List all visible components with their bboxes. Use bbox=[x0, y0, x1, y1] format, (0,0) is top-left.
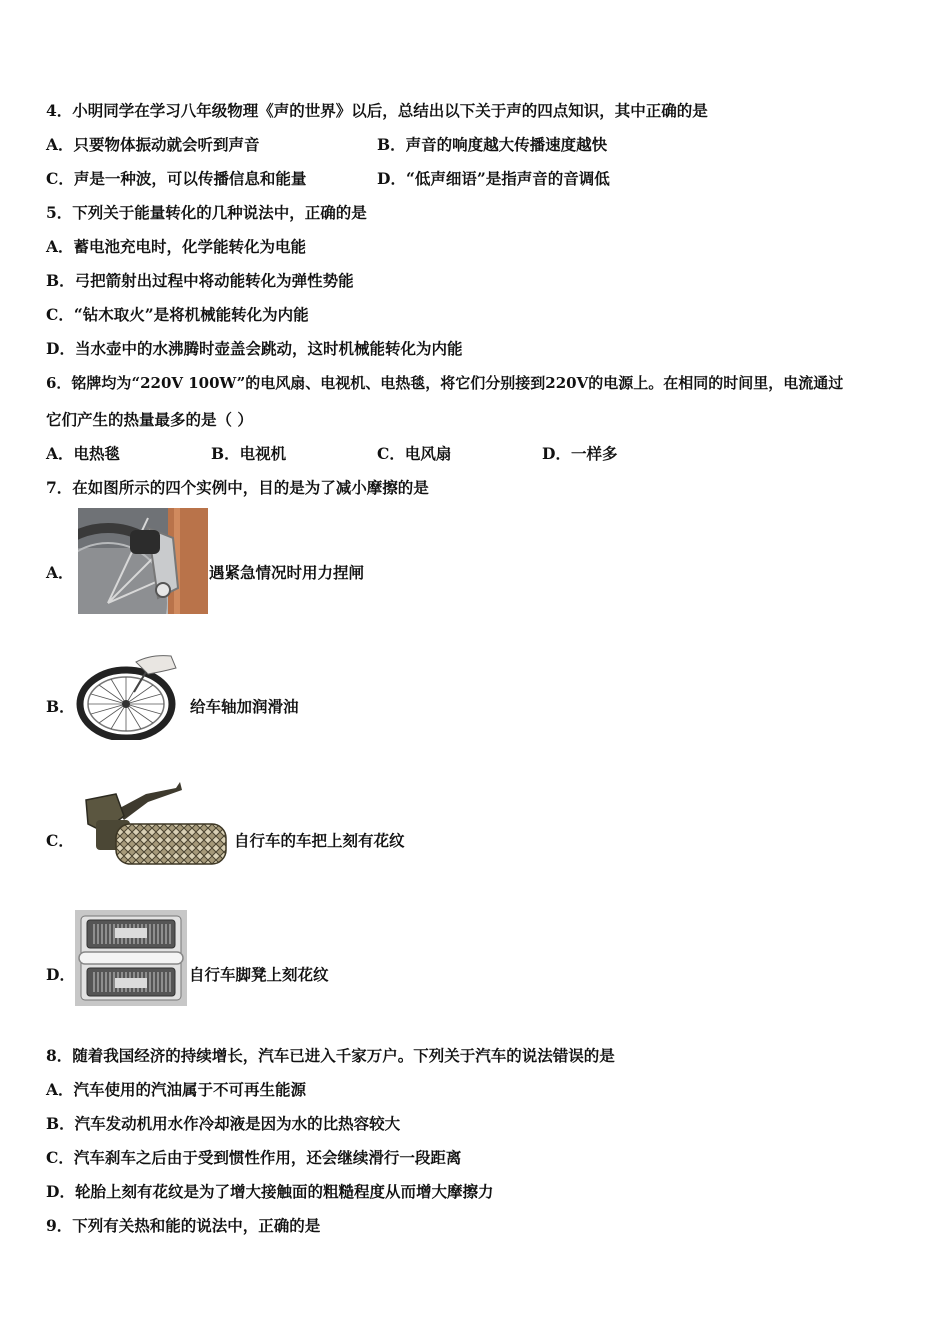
q7-option-b-letter: B． bbox=[46, 697, 75, 716]
q7-option-a bbox=[46, 508, 646, 618]
q7-option-d-letter: D． bbox=[46, 965, 75, 984]
q7-option-b-caption: 给车轴加润滑油 bbox=[190, 697, 299, 716]
q7-option-a-letter: A． bbox=[46, 563, 74, 582]
q4-option-a: A．只要物体振动就会听到声音 bbox=[46, 135, 260, 154]
q5-option-b: B．弓把箭射出过程中将动能转化为弹性势能 bbox=[46, 271, 354, 290]
handlebar-grip-photo bbox=[76, 780, 228, 872]
q8-option-b: B．汽车发动机用水作冷却液是因为水的比热容较大 bbox=[46, 1114, 401, 1133]
q7-option-c-letter: C． bbox=[46, 831, 74, 850]
q7-option-d bbox=[46, 910, 646, 1010]
q5-option-d: D．当水壶中的水沸腾时壶盖会跳动，这时机械能转化为内能 bbox=[46, 339, 463, 358]
q9-stem: 9．下列有关热和能的说法中，正确的是 bbox=[46, 1216, 321, 1235]
pedal-photo bbox=[75, 910, 187, 1006]
q7-stem: 7．在如图所示的四个实例中，目的是为了减小摩擦的是 bbox=[46, 478, 429, 497]
q7-option-a-caption: 遇紧急情况时用力捏闸 bbox=[209, 563, 365, 582]
q4-stem: 4．小明同学在学习八年级物理《声的世界》以后，总结出以下关于声的四点知识，其中正确的是 bbox=[46, 101, 708, 120]
q7-option-c-caption: 自行车的车把上刻有花纹 bbox=[234, 831, 405, 850]
q8-stem: 8．随着我国经济的持续增长，汽车已进入千家万户。下列关于汽车的说法错误的是 bbox=[46, 1046, 615, 1065]
bicycle-wheel-photo bbox=[76, 652, 188, 740]
q5-option-c: C．“钻木取火”是将机械能转化为内能 bbox=[46, 305, 309, 324]
q8-option-a: A．汽车使用的汽油属于不可再生能源 bbox=[46, 1080, 307, 1099]
q4-option-b: B．声音的响度越大传播速度越快 bbox=[377, 135, 608, 154]
q7-option-d-caption: 自行车脚凳上刻花纹 bbox=[189, 965, 329, 984]
q4-option-d: D．“低声细语”是指声音的音调低 bbox=[377, 169, 610, 188]
q6-option-d: D．一样多 bbox=[542, 444, 618, 463]
q4-option-c: C．声是一种波，可以传播信息和能量 bbox=[46, 169, 307, 188]
q6-option-b: B．电视机 bbox=[211, 444, 287, 463]
q6-option-a: A．电热毯 bbox=[46, 444, 121, 463]
q5-stem: 5．下列关于能量转化的几种说法中，正确的是 bbox=[46, 203, 367, 222]
q7-option-c bbox=[46, 780, 646, 880]
q5-option-a: A．蓄电池充电时，化学能转化为电能 bbox=[46, 237, 307, 256]
q8-option-c: C．汽车刹车之后由于受到惯性作用，还会继续滑行一段距离 bbox=[46, 1148, 462, 1167]
q8-option-d: D．轮胎上刻有花纹是为了增大接触面的粗糙程度从而增大摩擦力 bbox=[46, 1182, 494, 1201]
q6-option-c: C．电风扇 bbox=[377, 444, 452, 463]
q7-option-b bbox=[46, 652, 646, 742]
brake-lever-photo bbox=[78, 508, 208, 614]
q6-stem-line2: 它们产生的热量最多的是（ ） bbox=[46, 410, 253, 429]
q6-stem-line1: 6．铭牌均为“220V 100W”的电风扇、电视机、电热毯，将它们分别接到220V的电源上。在相同的时间里，电流通过 bbox=[46, 374, 844, 392]
